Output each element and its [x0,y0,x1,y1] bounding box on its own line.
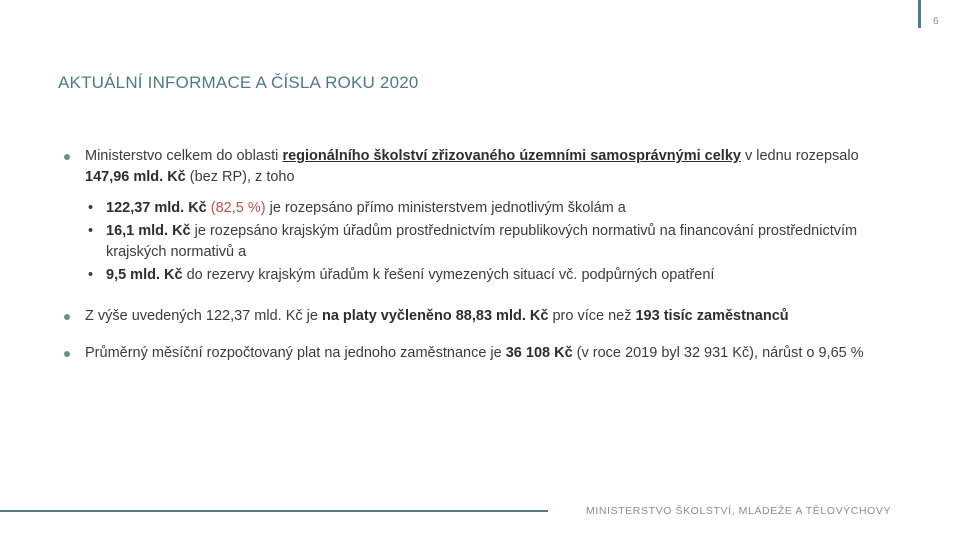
bullet-text: Průměrný měsíční rozpočtovaný plat na jednoho zaměstnance je [85,345,506,361]
amount-total: 147,96 mld. Kč [85,169,186,185]
bullet-dot-icon [64,351,70,357]
bullet-text: Z výše uvedených 122,37 mld. Kč je [85,308,322,324]
bullet-dot-icon [64,314,70,320]
page-number: 6 [933,16,939,27]
top-accent-bar [918,0,921,28]
amount-regional: 16,1 mld. Kč [106,223,191,239]
bullet-salaries [64,306,904,327]
sub-bullet-icon: • [88,267,94,283]
bullet-text: (v roce 2019 byl 32 931 Kč), nárůst o 9,65 % [572,345,864,361]
amount-average-salary: 36 108 Kč [505,345,573,361]
amount-schools: 122,37 mld. Kč [106,200,207,216]
amount-salaries: na platy vyčleněno 88,83 mld. Kč [321,308,549,324]
sub-text: je rozepsáno přímo ministerstvem jednotlivým školám a [265,200,626,216]
sub-list [86,198,904,286]
highlight-regional-schools: regionálního školství zřizovaného územními samosprávnými celky [282,148,741,164]
ministry-name: MINISTERSTVO ŠKOLSTVÍ, MLÁDEŽE A TĚLOVÝCHOVY [586,505,892,517]
sub-bullet-icon: • [88,223,94,239]
slide-content [64,146,904,364]
bullet-dot-icon [64,154,70,160]
sub-item-regional-offices [86,221,904,263]
sub-text: do rezervy krajským úřadům k řešení vymezených situací vč. podpůrných opatření [182,267,715,283]
bullet-text: pro více než [548,308,636,324]
sub-text: je rozepsáno krajským úřadům prostřednictvím republikových normativů na financování prostřednictvím krajských normativů a [106,223,858,260]
employee-count: 193 tisíc zaměstnanců [635,308,789,324]
bullet-text: Ministerstvo celkem do oblasti [85,148,283,164]
bullet-average-salary [64,343,904,364]
bullet-budget-total [64,146,904,188]
bullet-text: v lednu rozepsalo [740,148,859,164]
sub-item-schools [86,198,904,219]
sub-bullet-icon: • [88,200,94,216]
bullet-text: (bez RP), z toho [185,169,295,185]
sub-item-reserve [86,265,904,286]
slide-title: AKTUÁLNÍ INFORMACE A ČÍSLA ROKU 2020 [58,73,419,92]
percentage-schools: (82,5 %) [210,200,266,216]
footer-divider [0,510,548,512]
amount-reserve: 9,5 mld. Kč [106,267,183,283]
